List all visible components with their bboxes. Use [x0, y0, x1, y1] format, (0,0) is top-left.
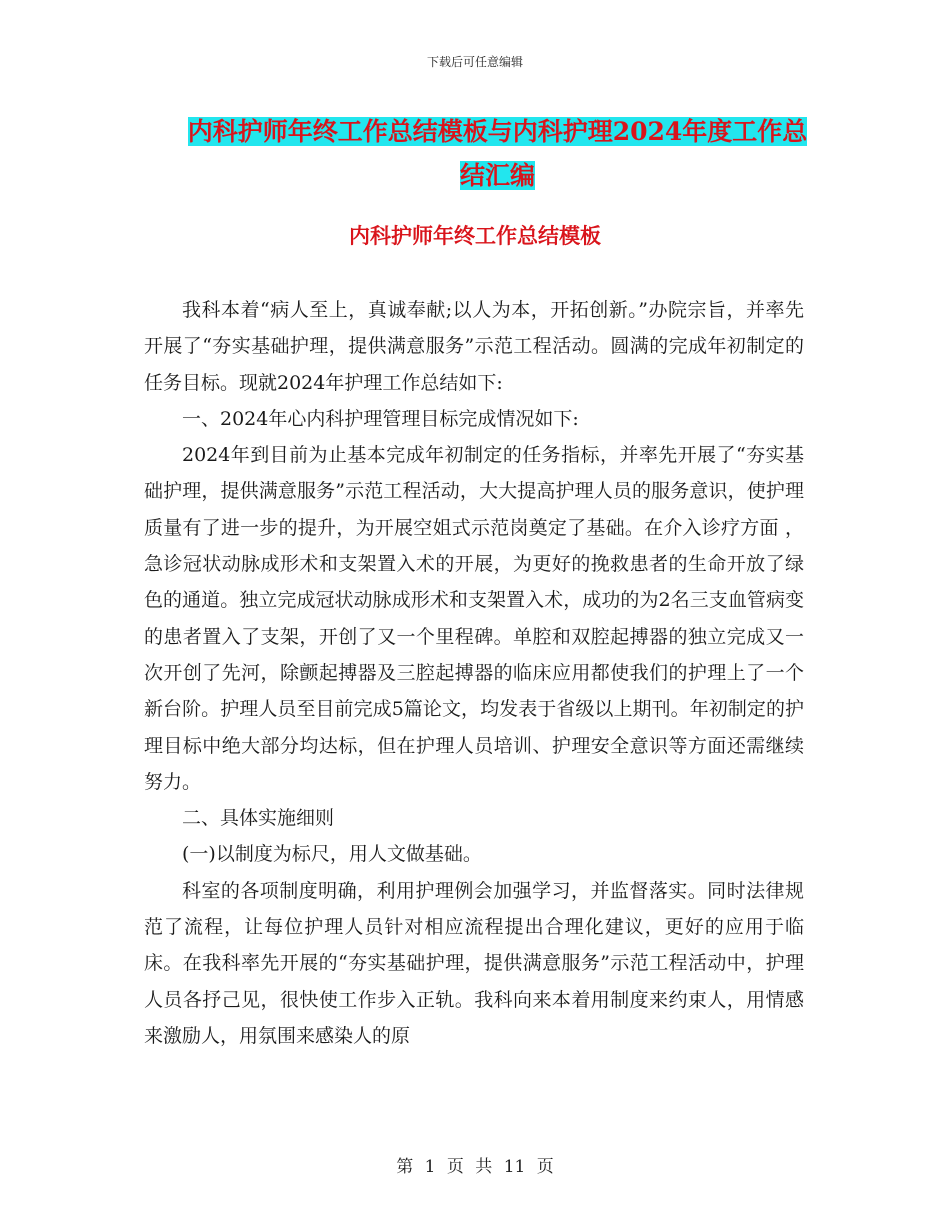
paragraph-heading-1: 一、2024年心内科护理管理目标完成情况如下: — [182, 407, 579, 430]
paragraph-goals: 2024年到目前为止基本完成年初制定的任务指标，并率先开展了“夯实基础护理，提供满意服务”示范工程活动，大大提高护理人员的服务意识，使护理质量有了进一步的提升，为开展空姐式示范岗奠定了基础。在介入诊疗方面 ，急诊冠状动脉成形术和支架置入术的开展，为更好的挽救患者的生命开放了绿色的通道。独立完成冠状动脉成形术和支架置入术，成功的为2名三支血管病变的患者置入了支架，开创了又一个里程碑。单腔和双腔起搏器的独立完成又一次开创了先河，除颤起搏器及三腔起搏器的临床应用都使我们的护理上了一个新台阶。护理人员至目前完成5篇论文，均发表于省级以上期刊。年初制定的护理目标中绝大部分均达标，但在护理人员培训、护理安全意识等方面还需继续努力。 — [144, 444, 804, 793]
document-title-text: 内科护师年终工作总结模板与内科护理2024年度工作总结汇编 — [187, 117, 808, 190]
paragraph-heading-2: 二、具体实施细则 — [182, 807, 335, 830]
paragraph-rules: 科室的各项制度明确，利用护理例会加强学习，并监督落实。同时法律规范了流程，让每位护理人员针对相应流程提出合理化建议，更好的应用于临床。在我科率先开展的“夯实基础护理，提供满意服务”示范工程活动中，护理人员各抒己见，很快使工作步入正轨。我科向来本着用制度来约束人，用情感来激励人，用氛围来感染人的原 — [144, 879, 804, 1047]
document-title — [185, 110, 810, 198]
paragraph-intro: 我科本着“病人至上，真诚奉献;以人为本，开拓创新。”办院宗旨，并率先开展了“夯实基础护理，提供满意服务”示范工程活动。圆满的完成年初制定的任务目标。现就2024年护理工作总结如下: — [144, 299, 804, 394]
section-title: 内科护师年终工作总结模板 — [349, 223, 601, 248]
page-footer: 第 1 页 共 11 页 — [396, 1157, 554, 1177]
document-body — [144, 292, 804, 1054]
header-note: 下载后可任意编辑 — [426, 55, 523, 69]
paragraph-subheading-1: (一)以制度为标尺，用人文做基础。 — [182, 843, 482, 866]
